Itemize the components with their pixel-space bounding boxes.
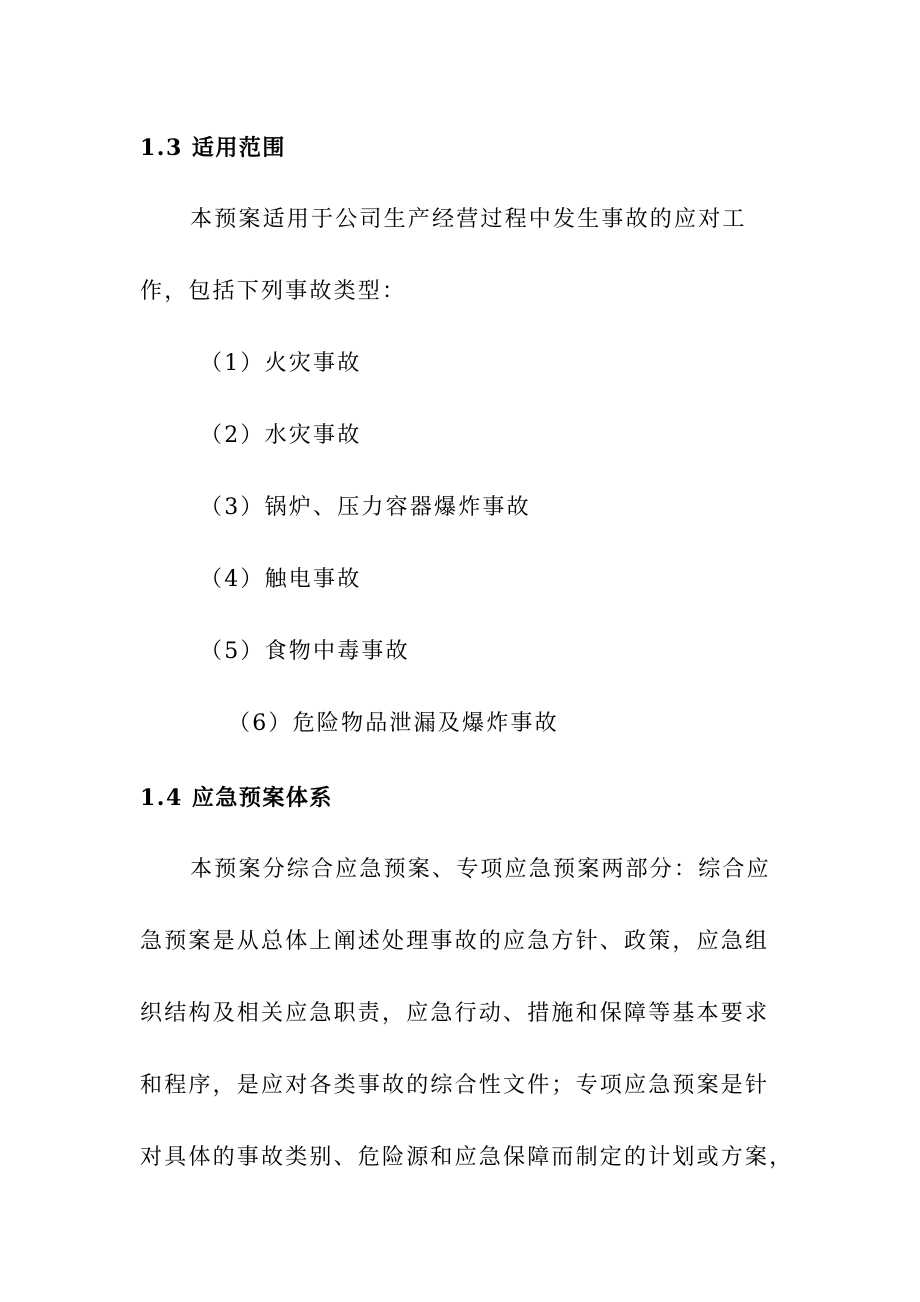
paragraph-line: 对具体的事故类别、危险源和应急保障而制定的计划或方案， (140, 1145, 794, 1170)
paragraph-line: 和程序，是应对各类事故的综合性文件；专项应急预案是针 (140, 1073, 770, 1098)
list-item: （4）触电事故 (200, 567, 362, 592)
list-item: （1）火灾事故 (200, 351, 362, 376)
list-item: （2）水灾事故 (200, 423, 362, 448)
paragraph-line: 作，包括下列事故类型： (140, 279, 407, 304)
paragraph-line: 织结构及相关应急职责，应急行动、措施和保障等基本要求 (140, 1001, 770, 1026)
paragraph-line: 本预案分综合应急预案、专项应急预案两部分：综合应 (190, 857, 771, 882)
paragraph-line: 本预案适用于公司生产经营过程中发生事故的应对工 (190, 207, 747, 232)
paragraph-line: 急预案是从总体上阐述处理事故的应急方针、政策，应急组 (140, 929, 770, 954)
list-item: （5）食物中毒事故 (200, 639, 410, 664)
section-heading-1-4: 1.4 应急预案体系 (140, 785, 333, 811)
section-heading-1-3: 1.3 适用范围 (140, 135, 286, 161)
list-item: （3）锅炉、压力容器爆炸事故 (200, 495, 531, 520)
list-item: （6）危险物品泄漏及爆炸事故 (228, 711, 559, 736)
